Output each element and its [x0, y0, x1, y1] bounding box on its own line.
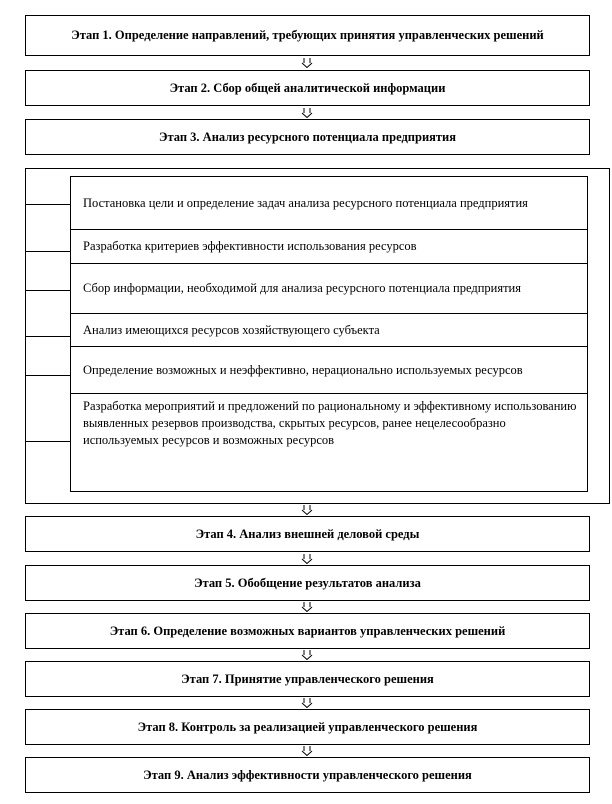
stage-5-box: Этап 5. Обобщение результатов анализа — [25, 565, 590, 601]
substep-1: Постановка цели и определение задач анализа ресурсного потенциала предприятия — [71, 177, 587, 230]
stage-2-box: Этап 2. Сбор общей аналитической информации — [25, 70, 590, 106]
stage-7-box: Этап 7. Принятие управленческого решения — [25, 661, 590, 697]
substep-5: Определение возможных и неэффективно, нерационально используемых ресурсов — [71, 347, 587, 394]
arrow-down-icon — [301, 746, 313, 756]
arrow-down-icon — [301, 554, 313, 564]
stage-3-box: Этап 3. Анализ ресурсного потенциала предприятия — [25, 119, 590, 155]
arrow-down-icon — [301, 58, 313, 68]
stage-4-box: Этап 4. Анализ внешней деловой среды — [25, 516, 590, 552]
connector-line — [25, 290, 71, 291]
arrow-down-icon — [301, 602, 313, 612]
arrow-down-icon — [301, 108, 313, 118]
substep-2: Разработка критериев эффективности использования ресурсов — [71, 230, 587, 264]
substeps-list — [70, 176, 588, 492]
stage-8-box: Этап 8. Контроль за реализацией управленческого решения — [25, 709, 590, 745]
connector-line — [25, 336, 71, 337]
substep-6: Разработка мероприятий и предложений по рациональному и эффективному использованию выявленных резервов производства, скрытых ресурсов, ранее нецелесообразно используемых ресурсов и возможных ресурсов — [83, 399, 577, 447]
arrow-down-icon — [301, 505, 313, 515]
connector-line — [25, 204, 71, 205]
arrow-down-icon — [301, 650, 313, 660]
connector-line — [25, 251, 71, 252]
substep-3: Сбор информации, необходимой для анализа ресурсного потенциала предприятия — [71, 264, 587, 314]
arrow-down-icon — [301, 698, 313, 708]
connector-line — [25, 441, 71, 442]
stage-1-box: Этап 1. Определение направлений, требующих принятия управленческих решений — [25, 15, 590, 56]
stage-6-box: Этап 6. Определение возможных вариантов управленческих решений — [25, 613, 590, 649]
substep-4: Анализ имеющихся ресурсов хозяйствующего субъекта — [71, 314, 587, 347]
stage-9-box: Этап 9. Анализ эффективности управленческого решения — [25, 757, 590, 793]
connector-line — [25, 375, 71, 376]
